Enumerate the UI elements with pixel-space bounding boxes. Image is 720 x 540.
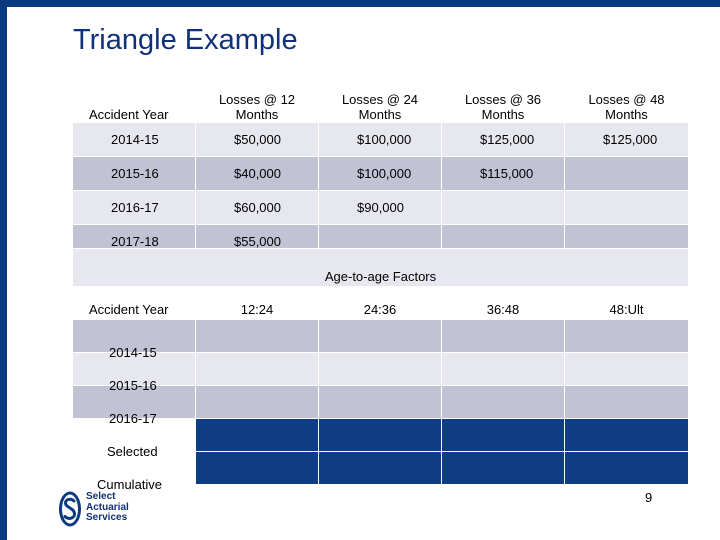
cell-factor xyxy=(196,353,319,386)
cell-accident-year: 2016-17 xyxy=(73,191,196,225)
factors-caption-row xyxy=(73,249,689,287)
cell-factor xyxy=(196,452,319,485)
cell-accident-year: 2014-15 xyxy=(73,320,196,353)
cell-value: $100,000 xyxy=(319,157,442,191)
cell-value: $125,000 xyxy=(565,123,689,157)
cell-value: $60,000 xyxy=(196,191,319,225)
header-losses-12: Losses @ 12 Months xyxy=(196,77,319,123)
cell-factor xyxy=(319,419,442,452)
cell-value: $50,000 xyxy=(196,123,319,157)
selected-row xyxy=(73,419,689,452)
cell-factor xyxy=(196,320,319,353)
factors-table xyxy=(72,248,689,492)
cell-factor xyxy=(565,419,689,452)
table-row xyxy=(73,191,689,225)
cell-accident-year: 2017-18 xyxy=(73,225,196,259)
company-logo xyxy=(56,488,176,530)
table-row xyxy=(73,123,689,157)
cell-factor xyxy=(196,419,319,452)
cell-factor xyxy=(565,386,689,419)
logo-line: Actuarial xyxy=(86,501,129,513)
logo-s-icon xyxy=(58,490,82,528)
cell-factor xyxy=(442,419,565,452)
cell-factor xyxy=(565,353,689,386)
losses-table xyxy=(72,76,689,259)
table-row xyxy=(73,386,689,419)
cell-factor xyxy=(442,386,565,419)
cell-value: $125,000 xyxy=(442,123,565,157)
table-row xyxy=(73,320,689,353)
cell-factor xyxy=(319,386,442,419)
factors-caption: Age-to-age Factors xyxy=(73,249,689,287)
cell-value xyxy=(565,191,689,225)
header-factor-12-24: 12:24 xyxy=(196,287,319,320)
cell-factor xyxy=(196,386,319,419)
header-factor-24-36: 24:36 xyxy=(319,287,442,320)
header-factor-36-48: 36:48 xyxy=(442,287,565,320)
cell-factor xyxy=(319,452,442,485)
logo-line: Services xyxy=(86,512,128,523)
left-accent-bar xyxy=(0,0,7,540)
selected-label: Selected xyxy=(73,419,196,452)
cell-factor xyxy=(442,452,565,485)
cell-value xyxy=(442,191,565,225)
cell-value: $115,000 xyxy=(442,157,565,191)
top-accent-bar xyxy=(0,0,720,7)
cell-accident-year: 2015-16 xyxy=(73,157,196,191)
cell-value: $100,000 xyxy=(319,123,442,157)
logo-text xyxy=(86,492,129,524)
logo-line: Select xyxy=(86,491,116,502)
losses-header-row xyxy=(73,77,689,123)
factors-header-row xyxy=(73,287,689,320)
cell-factor xyxy=(442,353,565,386)
cell-accident-year: 2014-15 xyxy=(73,123,196,157)
cell-value: $90,000 xyxy=(319,191,442,225)
header-accident-year: Accident Year xyxy=(73,287,196,320)
header-losses-24: Losses @ 24 Months xyxy=(319,77,442,123)
table-row xyxy=(73,157,689,191)
cell-accident-year: 2015-16 xyxy=(73,353,196,386)
cumulative-label: Cumulative xyxy=(73,452,196,485)
cell-value: $40,000 xyxy=(196,157,319,191)
table-row xyxy=(73,353,689,386)
page-number: 9 xyxy=(645,490,653,505)
cell-factor xyxy=(565,320,689,353)
header-losses-48: Losses @ 48 Months xyxy=(565,77,689,123)
cell-factor xyxy=(442,320,565,353)
cumulative-row xyxy=(73,452,689,485)
header-accident-year: Accident Year xyxy=(73,77,196,123)
cell-factor xyxy=(319,320,442,353)
cell-accident-year: 2016-17 xyxy=(73,386,196,419)
cell-factor xyxy=(319,353,442,386)
header-losses-36: Losses @ 36 Months xyxy=(442,77,565,123)
cell-factor xyxy=(565,452,689,485)
cell-value: $55,000 xyxy=(196,225,319,259)
cell-value xyxy=(565,157,689,191)
header-factor-48-ult: 48:Ult xyxy=(565,287,689,320)
slide-title: Triangle Example xyxy=(73,24,298,56)
